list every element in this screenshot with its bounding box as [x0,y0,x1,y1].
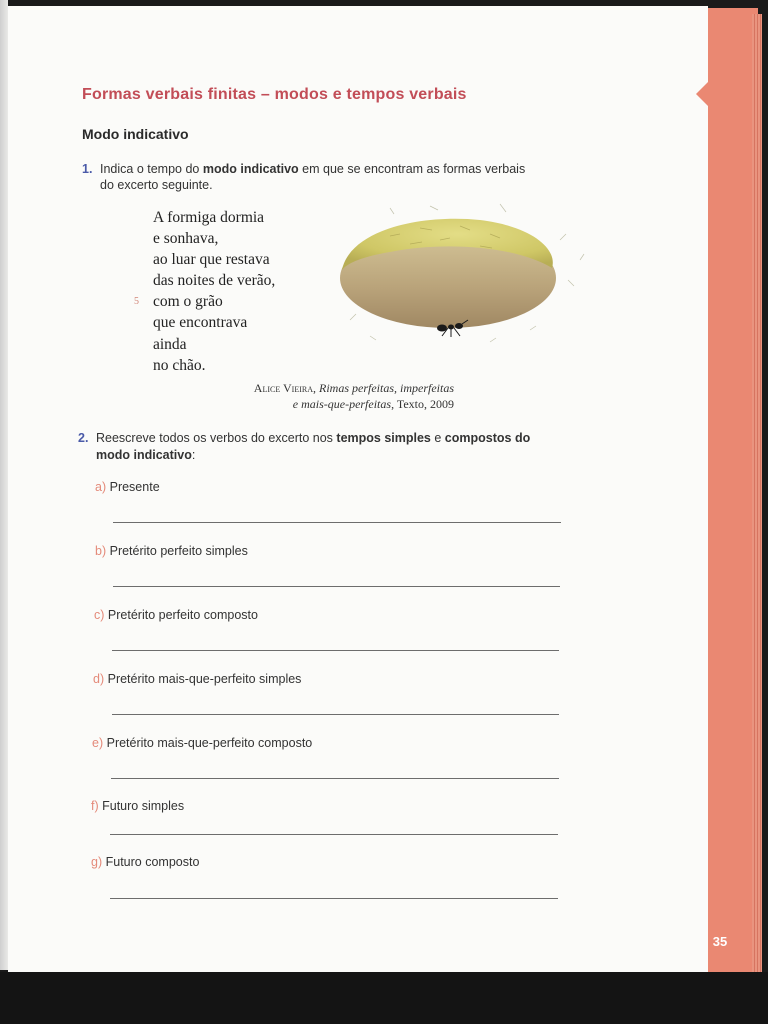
poem-line: com o grão [153,293,223,311]
poem-line: e sonhava, [153,230,219,248]
answer-line-d[interactable] [112,714,559,715]
citation-publisher-year: , Texto, 2009 [391,397,454,411]
question-2-bold-1: tempos simples [336,431,431,445]
side-tab-notch [696,82,708,106]
question-2-bold-3: modo indicativo [96,448,192,462]
poem-line: que encontrava [153,314,248,332]
item-e [92,736,312,750]
question-2-middle: e [430,431,445,445]
item-label: Pretérito perfeito simples [109,544,248,558]
item-letter: e) [92,736,104,750]
item-label: Futuro simples [102,799,185,813]
item-label: Futuro composto [105,855,200,869]
grain-and-ant-illustration [330,200,590,360]
poem-line: no chão. [153,356,206,374]
citation: Alice Vieira, Rimas perfeitas, imperfeitas e mais-que-perfeitas, Texto, 2009 [253,381,454,411]
question-2 [78,430,578,464]
poem-line: das noites de verão, [153,272,276,290]
answer-line-e[interactable] [111,778,559,779]
item-letter: b) [95,544,107,558]
poem-line: ao luar que restava [153,251,270,269]
item-letter: c) [94,608,105,622]
citation-work-line2: e mais-que-perfeitas [292,397,392,411]
answer-line-g[interactable] [110,898,558,899]
page-stack-edge [752,14,762,976]
question-1 [82,161,582,193]
item-letter: g) [91,855,103,869]
answer-line-f[interactable] [110,834,558,835]
question-2-number: 2. [78,431,89,445]
item-a [95,480,160,494]
item-g [91,855,199,869]
page-number: 35 [712,934,728,949]
citation-author: Alice Vieira [253,381,313,395]
answer-line-c[interactable] [112,650,559,651]
page-edge [0,0,8,970]
item-letter: d) [93,672,105,686]
answer-line-b[interactable] [113,586,560,587]
item-letter: a) [95,480,107,494]
item-label: Pretérito mais-que-perfeito composto [106,736,313,750]
section-title: Formas verbais finitas – modos e tempos verbais [82,86,467,103]
question-1-text-line2: do excerto seguinte. [100,178,213,192]
scanner-bottom-border [0,972,768,1024]
item-c [94,608,258,622]
item-label: Pretérito mais-que-perfeito simples [107,672,302,686]
question-1-text-before: Indica o tempo do [100,162,203,176]
poem-line: A formiga dormia [153,209,265,226]
item-label: Pretérito perfeito composto [107,608,258,622]
poem-line-number: 5 [134,296,139,307]
subsection-title: Modo indicativo [82,126,189,142]
question-2-bold-2: compostos do [444,431,531,445]
answer-line-a[interactable] [113,522,561,523]
item-f [91,799,184,813]
question-2-text-before: Reescreve todos os verbos do excerto nos [96,431,337,445]
side-color-tab [708,8,758,976]
citation-work-line1: Rimas perfeitas, imperfeitas [319,381,454,395]
item-letter: f) [91,799,99,813]
item-d [93,672,301,686]
item-b [95,544,248,558]
question-2-end: : [191,448,196,462]
question-1-text-bold: modo indicativo [202,162,299,176]
question-1-number: 1. [82,162,93,176]
poem-excerpt [153,207,275,376]
poem-line: ainda [153,335,187,353]
item-label: Presente [109,480,160,494]
question-1-text-after: em que se encontram as formas verbais [298,162,526,176]
